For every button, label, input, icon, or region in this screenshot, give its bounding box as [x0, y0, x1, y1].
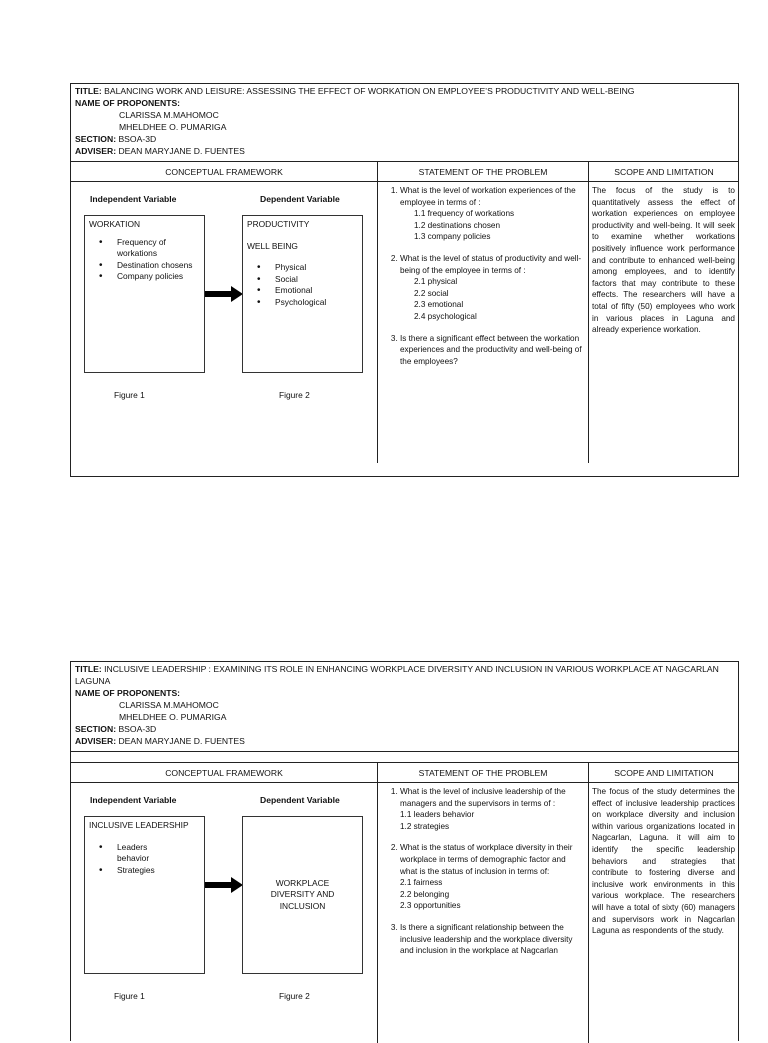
problem-text: 1. What is the level of workation experiences of the employee in terms of : — [400, 186, 576, 207]
figure-2-caption: Figure 2 — [279, 390, 310, 400]
col-header-scope: SCOPE AND LIMITATION — [589, 162, 739, 182]
list-item: • Destination chosens — [89, 260, 200, 272]
problem-text: 3. Is there a significant effect between the workation experiences and the productivity and well-being of the employees? — [400, 333, 582, 366]
box-heading: WORKATION — [89, 219, 141, 229]
box-heading: PRODUCTIVITY — [247, 219, 310, 229]
proponents-label: NAME OF PROPONENTS: — [75, 688, 181, 698]
sub-item: 2.4 psychological — [414, 311, 477, 321]
adviser-label: ADVISER: — [75, 736, 117, 746]
list-item: • Social — [247, 274, 358, 286]
sub-item: 1.1 frequency of workations — [414, 209, 515, 219]
col-header-problem: STATEMENT OF THE PROBLEM — [378, 763, 588, 783]
dependent-variable-box — [242, 816, 363, 974]
proposal-table — [71, 162, 738, 463]
figure-2-caption: Figure 2 — [279, 991, 310, 1001]
list-item: • Leaders behavior — [89, 842, 200, 865]
problem-item — [400, 253, 584, 323]
sub-item: 2.3 opportunities — [400, 901, 461, 911]
box-heading-2: WELL BEING — [247, 240, 298, 251]
figure-1-caption: Figure 1 — [114, 991, 145, 1001]
proponent-name: CLARISSA M.MAHOMOC — [119, 700, 219, 710]
problem-text: 2. What is the status of workplace diversity in their workplace in terms of demographic factor and what is the status of inclusion in terms of: — [400, 843, 573, 876]
col-header-problem: STATEMENT OF THE PROBLEM — [378, 162, 588, 182]
proposal-block-1 — [70, 83, 739, 477]
list-item: • Company policies — [89, 271, 200, 283]
statement-of-problem — [378, 783, 588, 967]
problem-item — [400, 185, 584, 243]
problem-item — [400, 922, 584, 957]
figure-1-caption: Figure 1 — [114, 390, 145, 400]
box-text: WORKPLACE DIVERSITY AND INCLUSION — [270, 877, 335, 911]
list-item: • Strategies — [89, 865, 200, 877]
section-value: BSOA-3D — [118, 724, 157, 734]
box-heading: INCLUSIVE LEADERSHIP — [89, 820, 189, 830]
problem-item — [400, 786, 584, 832]
sub-item: 2.1 physical — [414, 277, 458, 287]
col-header-framework: CONCEPTUAL FRAMEWORK — [71, 763, 377, 783]
scope-and-limitation: The focus of the study determines the effect of inclusive leadership practices on workplace diversity and inclusion within various organizations located in Nagcarlan, Laguna. it will aim to identify the specific leadership behaviors and strategies that contribute to fostering diverse and inclusive work environments in this various workplace. The researchers will have a total of sixty (60) managers and supervisors work in Nagcarlan Laguna as respondents of the study. — [592, 787, 735, 936]
proposal-title: INCLUSIVE LEADERSHIP : EXAMINING ITS ROLE IN ENHANCING WORKPLACE DIVERSITY AND INCLUSION IN VARIOUS WORKPLACE AT NAGCARLAN LAGUNA — [75, 664, 719, 686]
adviser-value: DEAN MARYJANE D. FUENTES — [118, 146, 245, 156]
proponent-name: CLARISSA M.MAHOMOC — [119, 110, 219, 120]
problem-item — [400, 333, 584, 368]
problem-text: 2. What is the level of status of productivity and well-being of the employee in terms of : — [400, 253, 582, 275]
sub-item: 2.2 social — [414, 288, 449, 298]
problem-text: 1. What is the level of inclusive leadership of the managers and the supervisors in terms of : — [400, 787, 566, 808]
section-value: BSOA-3D — [118, 134, 157, 144]
problem-text: 3. Is there a significant relationship between the inclusive leadership and the workplace diversity and inclusion in the workplace at Nagcarlan — [400, 922, 573, 956]
sub-item: 2.2 belonging — [400, 889, 450, 899]
statement-of-problem — [378, 182, 588, 377]
col-header-scope: SCOPE AND LIMITATION — [589, 763, 739, 783]
list-item: • Psychological — [247, 297, 358, 309]
sub-item: 1.3 company policies — [414, 232, 491, 242]
section-label: SECTION: — [75, 724, 117, 734]
title-label: TITLE: — [75, 664, 102, 674]
proponent-name: MHELDHEE O. PUMARIGA — [119, 122, 227, 132]
dependent-variable-heading: Dependent Variable — [260, 194, 340, 204]
sub-item: 2.3 emotional — [414, 300, 464, 310]
scope-and-limitation: The focus of the study is to quantitatively assess the effect of workation experiences on employee productivity and well-being. It will seek to examine whether workations positively influence work performance and contribute to enhanced well-being among employees, and to identify factors that may contribute to these effects. The researchers will have a total of fifty (50) employees who work in various places in Laguna and already experience workation. — [592, 186, 735, 335]
problem-item — [400, 842, 584, 912]
arrow-right-icon — [205, 877, 243, 893]
title-label: TITLE: — [75, 86, 102, 96]
proposal-block-2 — [70, 661, 739, 1041]
dependent-variable-box — [242, 215, 363, 373]
adviser-label: ADVISER: — [75, 146, 117, 156]
sub-item: 1.2 strategies — [400, 821, 450, 831]
list-item: • Physical — [247, 262, 358, 274]
proposal-header — [71, 662, 738, 752]
independent-variable-heading: Independent Variable — [90, 194, 177, 204]
proponent-name: MHELDHEE O. PUMARIGA — [119, 712, 227, 722]
adviser-value: DEAN MARYJANE D. FUENTES — [118, 736, 245, 746]
proposal-table — [71, 762, 738, 1043]
independent-variable-box — [84, 215, 205, 373]
col-header-framework: CONCEPTUAL FRAMEWORK — [71, 162, 377, 182]
list-item: • Frequency of workations — [89, 237, 200, 260]
sub-item: 1.2 destinations chosen — [414, 220, 501, 230]
independent-variable-box — [84, 816, 205, 974]
proposal-title: BALANCING WORK AND LEISURE: ASSESSING THE EFFECT OF WORKATION ON EMPLOYEE’S PRODUCTIVITY AND WELL-BEING — [104, 86, 635, 96]
list-item: • Emotional — [247, 285, 358, 297]
independent-variable-heading: Independent Variable — [90, 795, 177, 805]
section-label: SECTION: — [75, 134, 117, 144]
proposal-header — [71, 84, 738, 162]
sub-item: 2.1 fairness — [400, 878, 443, 888]
sub-item: 1.1 leaders behavior — [400, 810, 475, 820]
dependent-variable-heading: Dependent Variable — [260, 795, 340, 805]
arrow-right-icon — [205, 286, 243, 302]
proponents-label: NAME OF PROPONENTS: — [75, 98, 181, 108]
